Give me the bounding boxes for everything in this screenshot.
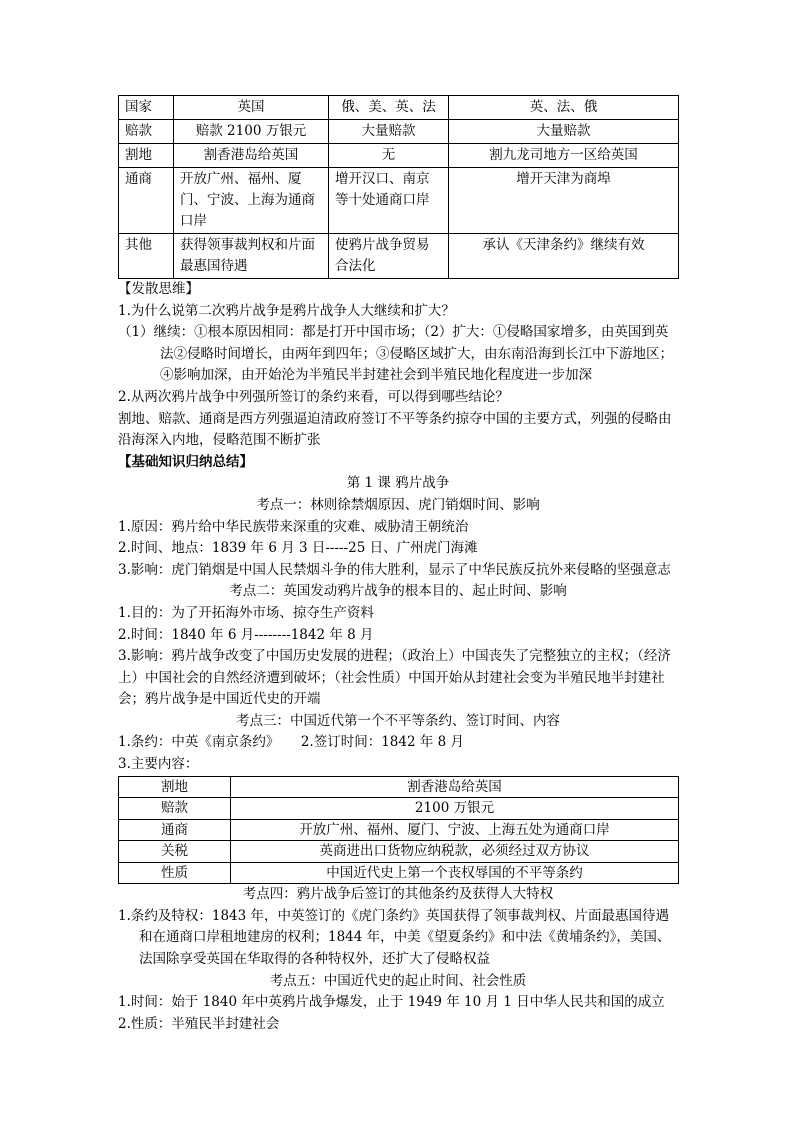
table-cell: 英商进出口货物应纳税款，必须经过双方协议 [231, 841, 679, 863]
table-cell: 使鸦片战争贸易合法化 [329, 234, 449, 279]
nanjing-treaty-table [118, 776, 679, 885]
table-row [119, 841, 679, 863]
key-point-3-title: 考点三：中国近代第一个不平等条约、签订时间、内容 [236, 712, 560, 729]
table-cell: 俄、美、英、法 [329, 96, 449, 120]
answer-2: 割地、赔款、通商是西方列强逼迫清政府签订不平等条约掠夺中国的主要方式，列强的侵略由沿海深入内地，侵略范围不断扩张 [118, 410, 672, 449]
table-cell: 无 [329, 144, 449, 168]
table-cell: 赔款 [119, 798, 231, 820]
key-point-2-title: 考点二：英国发动鸦片战争的根本目的、起止时间、影响 [229, 583, 567, 600]
table-cell: 赔款 2100 万银元 [174, 120, 329, 144]
table-cell: 关税 [119, 841, 231, 863]
key-point-4-title: 考点四：鸦片战争后签订的其他条约及获得人大特权 [242, 886, 554, 903]
table-cell: 其他 [119, 234, 174, 279]
list-item: 3.主要内容： [118, 756, 199, 773]
table-cell: 英、法、俄 [449, 96, 679, 120]
list-item: 3.影响：虎门销烟是中国人民禁烟斗争的伟大胜利，显示了中华民族反抗外来侵略的坚强意志 [118, 561, 671, 578]
table-row [119, 120, 679, 144]
document-page [118, 95, 678, 1035]
section-heading-summary: 【基础知识归纳总结】 [118, 453, 253, 470]
list-item: 1.时间：始于 1840 年中英鸦片战争爆发，止于 1949 年 10 月 1 日中华人民共和国的成立 [118, 994, 665, 1011]
table-cell: 增开天津为商埠 [449, 168, 679, 234]
list-item: 1.条约：中英《南京条约》 2.签订时间：1842 年 8 月 [118, 734, 465, 751]
table-cell: 割香港岛给英国 [174, 144, 329, 168]
table-row [119, 819, 679, 841]
list-item: 2.性质：半殖民半封建社会 [118, 1015, 280, 1032]
question-1: 1.为什么说第二次鸦片战争是鸦片战争人大继续和扩大？ [118, 302, 455, 319]
table-row [119, 862, 679, 884]
table-row [119, 168, 679, 234]
table-cell: 大量赔款 [449, 120, 679, 144]
list-item: 3.影响：鸦片战争改变了中国历史发展的进程；（政治上）中国丧失了完整独立的主权；（经济上）中国社会的自然经济遭到破坏；（社会性质）中国开始从封建社会变为半殖民地半封建社会；鸦片战争是中国近代史的开端 [118, 648, 671, 708]
table-cell: 割地 [119, 776, 231, 798]
table-cell: 中国近代史上第一个丧权辱国的不平等条约 [231, 862, 679, 884]
table-cell: 性质 [119, 862, 231, 884]
table-cell: 增开汉口、南京等十处通商口岸 [329, 168, 449, 234]
key-point-1-title: 考点一：林则徐禁烟原因、虎门销烟时间、影响 [256, 496, 540, 513]
question-2: 2.从两次鸦片战争中列强所签订的条约来看，可以得到哪些结论？ [118, 388, 509, 405]
table-cell: 开放广州、福州、厦门、宁波、上海五处为通商口岸 [231, 819, 679, 841]
table-cell: 割地 [119, 144, 174, 168]
table-cell: 2100 万银元 [231, 798, 679, 820]
lesson-title: 第 1 课 鸦片战争 [346, 475, 450, 492]
table-cell: 通商 [119, 168, 174, 234]
section-heading-thinking: 【发散思维】 [118, 281, 199, 297]
treaty-comparison-table [118, 95, 679, 279]
table-row [119, 798, 679, 820]
table-cell: 赔款 [119, 120, 174, 144]
table-cell: 通商 [119, 819, 231, 841]
list-item: 1.条约及特权：1843 年，中英签订的《虎门条约》英国获得了领事裁判权、片面最惠国待遇和在通商口岸租地建房的权利；1844 年，中美《望夏条约》和中法《黄埔条约》，美国、法国除享受英国在华取得的各种特权外，还扩大了侵略权益 [118, 907, 671, 967]
table-cell: 获得领事裁判权和片面最惠国待遇 [174, 234, 329, 279]
table-row [119, 96, 679, 120]
answer-1: （1）继续：①根本原因相同：都是打开中国市场；（2）扩大：①侵略国家增多，由英国到英法②侵略时间增长，由两年到四年；③侵略区域扩大，由东南沿海到长江中下游地区；④影响加深，由开始沦为半殖民半封建社会到半殖民地化程度进一步加深 [118, 324, 673, 384]
key-point-5-title: 考点五：中国近代史的起止时间、社会性质 [269, 972, 527, 989]
list-item: 2.时间：1840 年 6 月--------1842 年 8 月 [118, 626, 374, 643]
table-cell: 开放广州、福州、厦门、宁波、上海为通商口岸 [174, 168, 329, 234]
list-item: 1.原因：鸦片给中华民族带来深重的灾难、威胁清王朝统治 [118, 518, 469, 535]
table-row [119, 234, 679, 279]
table-cell: 国家 [119, 96, 174, 120]
table-cell: 承认《天津条约》继续有效 [449, 234, 679, 279]
list-item: 1.目的：为了开拓海外市场、掠夺生产资料 [118, 604, 374, 621]
table-row [119, 776, 679, 798]
list-item: 2.时间、地点：1839 年 6 月 3 日-----25 日、广州虎门海滩 [118, 540, 478, 557]
table-cell: 英国 [174, 96, 329, 120]
table-cell: 割九龙司地方一区给英国 [449, 144, 679, 168]
table-cell: 割香港岛给英国 [231, 776, 679, 798]
table-row [119, 144, 679, 168]
table-cell: 大量赔款 [329, 120, 449, 144]
